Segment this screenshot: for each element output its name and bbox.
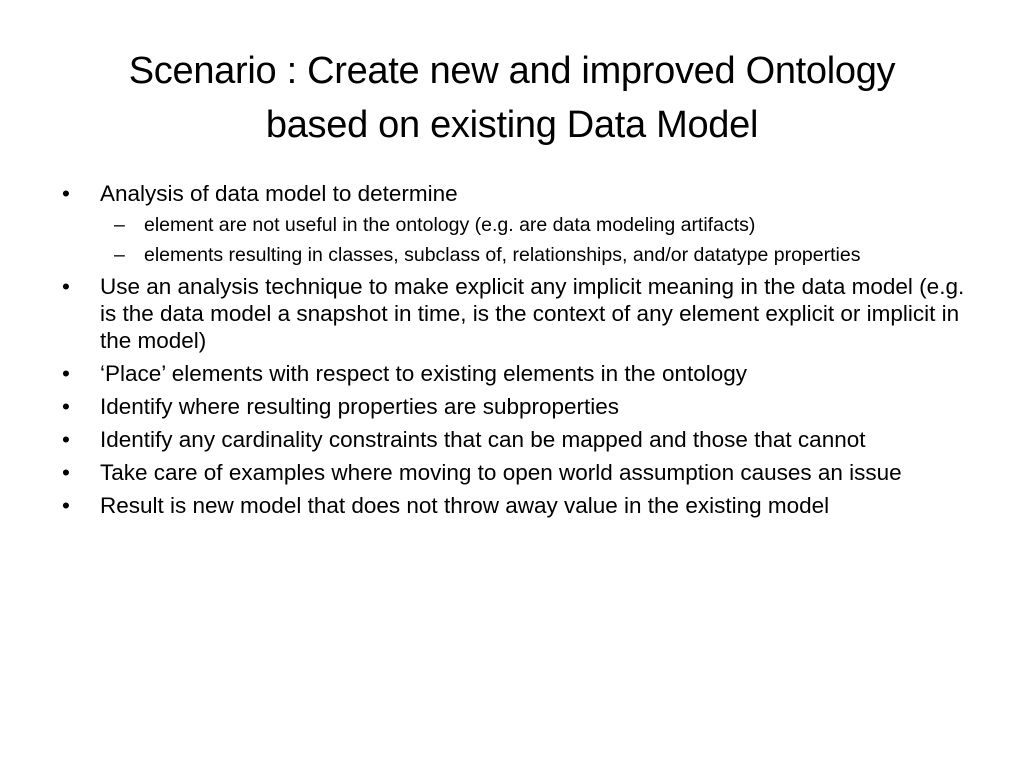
bullet-item	[62, 426, 972, 453]
bullet-dot-icon: •	[62, 181, 70, 206]
bullet-list	[62, 180, 972, 525]
dash-icon: –	[114, 214, 125, 236]
bullet-dot-icon: •	[62, 361, 70, 386]
bullet-dot-icon: •	[62, 274, 70, 299]
sub-bullet-list	[62, 213, 972, 267]
bullet-item	[62, 180, 972, 207]
bullet-text: ‘Place’ elements with respect to existing elements in the ontology	[100, 361, 748, 386]
bullet-item	[62, 360, 972, 387]
sub-bullet-text: element are not useful in the ontology (e.g. are data modeling artifacts)	[144, 214, 756, 236]
bullet-text: Identify any cardinality constraints that can be mapped and those that cannot	[100, 427, 866, 452]
bullet-dot-icon: •	[62, 460, 70, 485]
bullet-text: Analysis of data model to determine	[100, 181, 458, 206]
bullet-dot-icon: •	[62, 493, 70, 518]
bullet-item	[62, 393, 972, 420]
bullet-text: Result is new model that does not throw away value in the existing model	[100, 493, 830, 518]
bullet-text: Use an analysis technique to make explicit any implicit meaning in the data model (e.g. is the data model a snapshot in time, is the context of any element explicit or implicit in the model)	[100, 274, 965, 353]
bullet-item	[62, 273, 972, 354]
bullet-text: Identify where resulting properties are subproperties	[100, 394, 620, 419]
bullet-dot-icon: •	[62, 427, 70, 452]
sub-bullet-text: elements resulting in classes, subclass of, relationships, and/or datatype properties	[144, 244, 861, 266]
bullet-text: Take care of examples where moving to open world assumption causes an issue	[100, 460, 902, 485]
sub-bullet-item	[62, 243, 972, 267]
slide-title-line-1: Scenario : Create new and improved Ontology	[128, 50, 896, 92]
dash-icon: –	[114, 244, 125, 266]
slide-title-line-2: based on existing Data Model	[265, 104, 759, 146]
bullet-item	[62, 459, 972, 486]
bullet-item	[62, 492, 972, 519]
sub-bullet-item	[62, 213, 972, 237]
slide-title	[60, 44, 964, 152]
bullet-dot-icon: •	[62, 394, 70, 419]
